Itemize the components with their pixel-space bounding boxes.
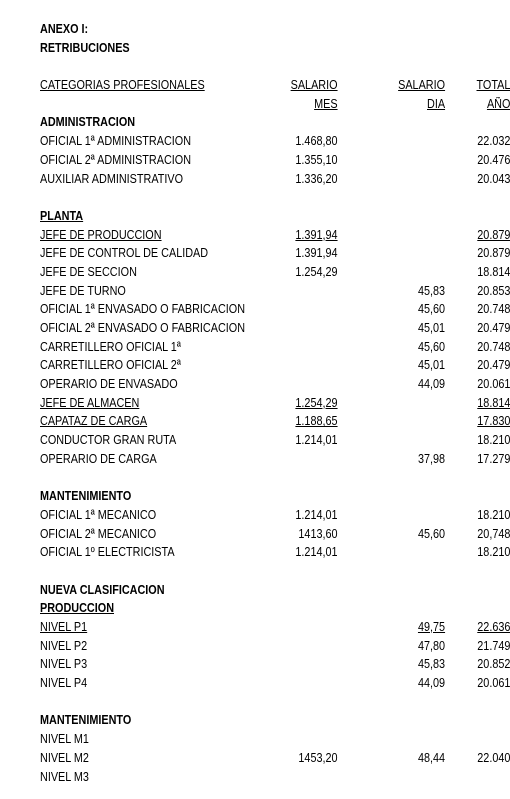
category-name: NIVEL M1: [40, 732, 89, 747]
table-row: [40, 730, 479, 749]
salario-mes-value: 1.188,65: [295, 414, 338, 429]
total-ano-value: 18.210: [477, 507, 510, 522]
section-heading: MANTENIMIENTO: [40, 489, 132, 504]
table-row: [40, 263, 510, 282]
total-ano-value: 20.879: [477, 246, 510, 261]
category-name: OFICIAL 1ª ENVASADO O FABRICACION: [40, 302, 246, 317]
spacer: [40, 188, 480, 207]
table-row: [40, 431, 510, 450]
category-name: OFICIAL 2ª ADMINISTRACION: [40, 152, 192, 167]
annex-title: ANEXO I:: [40, 22, 89, 36]
table-row: [40, 412, 510, 431]
salario-mes-value: 1.468,80: [295, 134, 338, 149]
category-name: NIVEL M3: [40, 769, 89, 784]
spacer: [40, 693, 480, 712]
category-name: CARRETILLERO OFICIAL 1ª: [40, 339, 181, 354]
salario-dia-value: 45,60: [417, 526, 446, 541]
category-name: JEFE DE PRODUCCION: [40, 227, 162, 242]
table-row: [40, 356, 510, 375]
category-name: OFICIAL 2ª MECANICO: [40, 526, 157, 541]
table-row: [40, 637, 510, 656]
salario-dia-value: 45,60: [417, 339, 446, 354]
total-ano-value: 20.479: [477, 358, 510, 373]
table-row: [40, 618, 510, 637]
category-name: OFICIAL 1ª ADMINISTRACION: [40, 134, 192, 149]
section-heading: ADMINISTRACION: [40, 115, 136, 130]
spacer: [40, 57, 480, 76]
table-row: [40, 674, 510, 693]
table-header-line-1: [40, 76, 510, 95]
section-heading: PLANTA: [40, 208, 84, 223]
header-salario-mes: SALARIO: [290, 78, 338, 93]
salario-dia-value: 45,60: [417, 302, 446, 317]
salario-mes-value: 1.336,20: [295, 171, 338, 186]
total-ano-value: 20.748: [477, 302, 510, 317]
section-heading: MANTENIMIENTO: [40, 713, 132, 728]
header-mes: MES: [314, 96, 338, 111]
table-row: [40, 768, 479, 787]
category-name: NIVEL P1: [40, 620, 88, 634]
total-ano-value: 20.043: [477, 171, 510, 186]
header-dia: DIA: [427, 96, 446, 111]
section-heading: NUEVA CLASIFICACION: [40, 582, 165, 597]
salario-mes-value: 1.214,01: [295, 507, 338, 522]
category-name: AUXILIAR ADMINISTRATIVO: [40, 171, 184, 186]
salario-dia-value: 45,01: [417, 321, 446, 335]
table-row: [40, 450, 510, 469]
total-ano-value: 22.032: [477, 134, 510, 149]
category-name: OFICIAL 1º ELECTRICISTA: [40, 545, 175, 560]
category-name: OFICIAL 1ª MECANICO: [40, 507, 157, 522]
header-ano: AÑO: [486, 96, 510, 111]
table-row: [40, 394, 510, 413]
salario-dia-value: 47,80: [417, 638, 446, 653]
total-ano-value: 20.879: [477, 227, 510, 242]
table-row: [40, 282, 510, 301]
salario-dia-value: 37,98: [417, 451, 446, 466]
salario-dia-value: 49,75: [417, 620, 446, 634]
category-name: OPERARIO DE ENVASADO: [40, 377, 178, 392]
total-ano-value: 18.814: [477, 395, 510, 410]
salario-mes-value: 1.355,10: [295, 152, 338, 167]
salario-mes-value: 1.254,29: [295, 264, 338, 279]
category-name: CAPATAZ DE CARGA: [40, 414, 148, 429]
total-ano-value: 20.476: [477, 152, 510, 167]
total-ano-value: 18.210: [477, 545, 510, 560]
salario-mes-value: 1413,60: [298, 526, 338, 541]
category-name: OFICIAL 2ª ENVASADO O FABRICACION: [40, 321, 246, 335]
salary-table-body: [40, 113, 510, 786]
header-category: CATEGORIAS PROFESIONALES: [40, 78, 205, 93]
table-row: [40, 132, 510, 151]
table-header-line-2: [40, 95, 510, 114]
category-name: CARRETILLERO OFICIAL 2ª: [40, 358, 181, 373]
table-row: [40, 525, 510, 544]
total-ano-value: 20,748: [477, 526, 510, 541]
total-ano-value: 20.748: [477, 339, 510, 354]
category-name: NIVEL P4: [40, 676, 88, 691]
spacer: [40, 469, 480, 488]
salario-mes-value: 1.214,01: [295, 433, 338, 448]
salario-mes-value: 1453,20: [298, 750, 338, 765]
category-name: JEFE DE CONTROL DE CALIDAD: [40, 246, 209, 261]
table-row: [40, 226, 510, 245]
salario-mes-value: 1.214,01: [295, 545, 338, 560]
total-ano-value: 18.814: [477, 264, 510, 279]
table-row: [40, 338, 510, 357]
total-ano-value: 20.061: [477, 676, 510, 691]
header-total: TOTAL: [476, 78, 510, 93]
category-name: CONDUCTOR GRAN RUTA: [40, 433, 177, 448]
category-name: JEFE DE SECCION: [40, 264, 137, 279]
table-row: [40, 375, 510, 394]
category-name: JEFE DE TURNO: [40, 283, 126, 298]
table-row: [40, 170, 510, 189]
table-row: [40, 244, 510, 263]
table-row: [40, 543, 510, 562]
salario-dia-value: 48,44: [417, 750, 446, 765]
salary-annex-document: [40, 20, 510, 786]
total-ano-value: 21.749: [477, 638, 510, 653]
category-name: JEFE DE ALMACEN: [40, 395, 140, 410]
table-row: [40, 319, 510, 338]
total-ano-value: 22.040: [477, 750, 510, 765]
category-name: NIVEL M2: [40, 750, 89, 765]
section-heading: PRODUCCION: [40, 601, 115, 616]
header-salario-dia: SALARIO: [398, 78, 446, 93]
total-ano-value: 22.636: [477, 620, 510, 634]
total-ano-value: 17.279: [477, 451, 510, 466]
salario-dia-value: 45,83: [417, 657, 446, 672]
salario-mes-value: 1.391,94: [295, 227, 338, 242]
table-row: [40, 506, 510, 525]
salario-mes-value: 1.391,94: [295, 246, 338, 261]
total-ano-value: 20.479: [477, 321, 510, 335]
category-name: NIVEL P2: [40, 638, 88, 653]
total-ano-value: 17.830: [477, 414, 510, 429]
table-row: [40, 300, 510, 319]
total-ano-value: 20.853: [477, 283, 510, 298]
spacer: [40, 562, 480, 581]
salario-dia-value: 45,83: [417, 283, 446, 298]
table-row: [40, 655, 510, 674]
total-ano-value: 20.852: [477, 657, 510, 672]
salario-dia-value: 44,09: [417, 676, 446, 691]
category-name: OPERARIO DE CARGA: [40, 451, 157, 466]
salario-dia-value: 45,01: [417, 358, 446, 373]
salario-mes-value: 1.254,29: [295, 395, 338, 410]
table-row: [40, 749, 510, 768]
table-row: [40, 151, 510, 170]
total-ano-value: 20.061: [477, 377, 510, 392]
annex-subtitle: RETRIBUCIONES: [40, 40, 130, 55]
salario-dia-value: 44,09: [417, 377, 446, 392]
total-ano-value: 18.210: [477, 433, 510, 448]
category-name: NIVEL P3: [40, 657, 88, 672]
